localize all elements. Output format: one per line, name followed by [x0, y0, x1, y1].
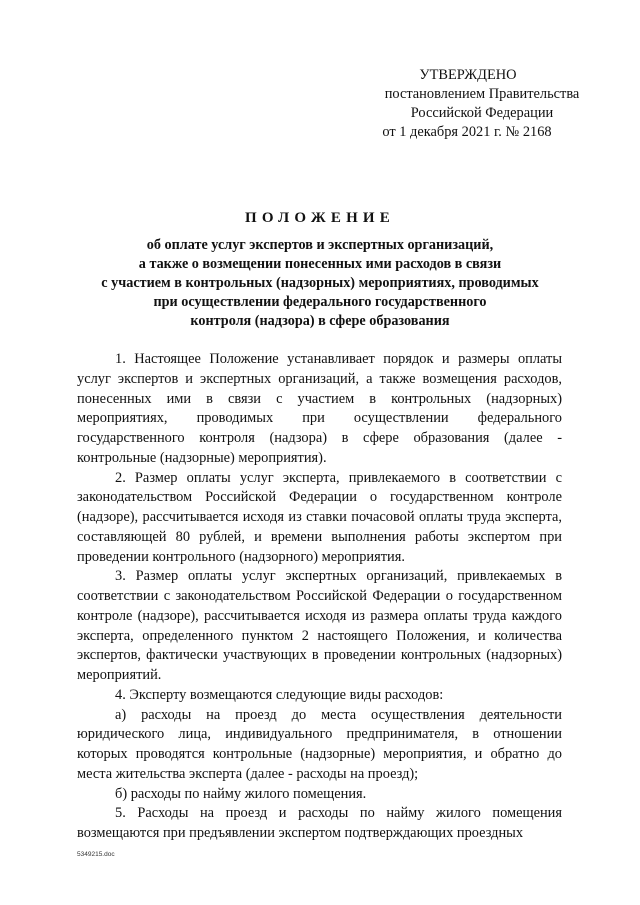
paragraph-1: 1. Настоящее Положение устанавливает порядок и размеры оплаты услуг экспертов и экспертных организаций, а также возмещения расходов, понесенных ими в связи с участием в контрольных (надзорных) мероприятиях, проводимых при осуществлении федерального государственного контроля (надзора) в сфере образования (далее - контрольные (надзорные) мероприятия).: [77, 351, 562, 466]
document-body: [77, 350, 562, 844]
file-reference: 5349215.doc: [77, 851, 115, 858]
paragraph-4: 4. Эксперту возмещаются следующие виды расходов:: [115, 686, 444, 703]
document-subtitle: [60, 236, 580, 331]
approval-block: [345, 66, 585, 142]
subtitle-line: об оплате услуг экспертов и экспертных организаций,: [146, 237, 494, 253]
subtitle-line: а также о возмещении понесенных ими расходов в связи: [138, 256, 502, 272]
subtitle-line: контроля (надзора) в сфере образования: [190, 313, 450, 329]
approval-authority-line: Российской Федерации: [410, 105, 554, 121]
paragraph-4b: б) расходы по найму жилого помещения.: [115, 785, 367, 802]
paragraph-3: 3. Размер оплаты услуг экспертных организаций, привлекаемых в соответствии с законодательством Российской Федерации о государственном контроле (надзоре), рассчитывается исходя из размера оплаты труда каждого эксперта, определенного пунктом 2 настоящего Положения, и количества экспертов, фактически участвующих в проведении контрольных (надзорных) мероприятий.: [77, 568, 562, 683]
approval-date-number: от 1 декабря 2021 г. № 2168: [382, 124, 552, 140]
approval-decree-line: постановлением Правительства: [384, 86, 580, 102]
subtitle-line: с участием в контрольных (надзорных) мероприятиях, проводимых: [101, 275, 539, 291]
document-title: ПОЛОЖЕНИЕ: [244, 210, 396, 226]
paragraph-2: 2. Размер оплаты услуг эксперта, привлекаемого в соответствии с законодательством Российской Федерации о государственном контроле (надзоре), рассчитывается исходя из ставки почасовой оплаты труда эксперта, составляющей 80 рублей, и времени выполнения работы экспертом при проведении контрольного (надзорного) мероприятия.: [77, 469, 562, 565]
approval-stamp: УТВЕРЖДЕНО: [419, 67, 517, 83]
subtitle-line: при осуществлении федерального государственного: [153, 294, 487, 310]
paragraph-4a: а) расходы на проезд до места осуществления деятельности юридического лица, индивидуального предпринимателя, в отношении которых проводятся контрольные (надзорные) мероприятия, и обратно до места жительства эксперта (далее - расходы на проезд);: [77, 706, 562, 782]
paragraph-5: 5. Расходы на проезд и расходы по найму жилого помещения возмещаются при предъявлении экспертом подтверждающих проездных: [77, 805, 562, 841]
